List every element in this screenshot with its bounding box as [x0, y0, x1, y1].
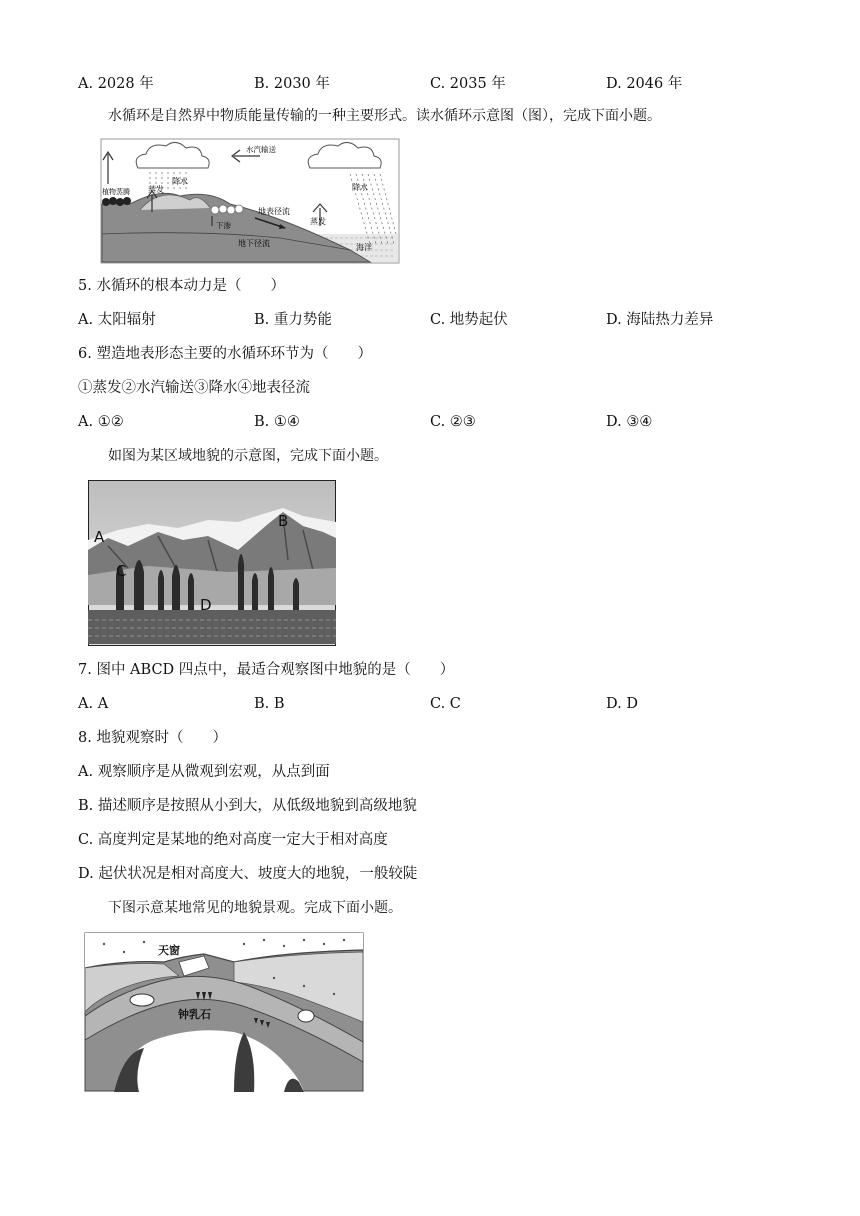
label-evap-left: 蒸发 [148, 185, 164, 194]
label-infiltration: 下渗 [216, 221, 231, 230]
q7-option-d: D. D [606, 696, 638, 712]
label-evap-right: 蒸发 [310, 217, 326, 226]
label-rain-right: 降水 [352, 183, 368, 192]
q5-option-b: B. 重力势能 [254, 312, 332, 328]
label-ground-runoff: 地下径流 [238, 239, 270, 248]
water-cycle-figure [100, 138, 400, 264]
point-b-label: B [278, 512, 289, 530]
label-transpiration: 植物蒸腾 [102, 188, 130, 196]
landform-photo [88, 480, 336, 646]
label-rain-left: 降水 [172, 177, 188, 186]
q6-option-b: B. ①④ [254, 414, 300, 430]
q4-option-a: A. 2028 年 [78, 76, 154, 92]
q6-option-d: D. ③④ [606, 414, 653, 430]
point-a-label: A [94, 528, 105, 546]
landform-intro: 如图为某区域地貌的示意图，完成下面小题。 [108, 448, 388, 464]
q4-option-b: B. 2030 年 [254, 76, 330, 92]
q6-stem: 6. 塑造地表形态主要的水循环环节为（ ） [78, 346, 372, 362]
label-stalactite: 钟乳石 [178, 1008, 211, 1021]
q8-option-d: D. 起伏状况是相对高度大、坡度大的地貌，一般较陡 [78, 866, 418, 882]
point-c-label: C [116, 562, 127, 580]
q7-option-a: A. A [78, 696, 109, 712]
q8-option-b: B. 描述顺序是按照从小到大，从低级地貌到高级地貌 [78, 798, 417, 814]
label-skylight: 天窗 [158, 944, 180, 957]
q7-option-c: C. C [430, 696, 461, 712]
label-vapor: 水汽输送 [246, 145, 276, 154]
point-d-label: D [200, 596, 212, 614]
q6-option-a: A. ①② [78, 414, 124, 430]
q4-option-c: C. 2035 年 [430, 76, 506, 92]
q7-option-b: B. B [254, 696, 285, 712]
label-surface-runoff: 地表径流 [258, 207, 290, 216]
water-cycle-intro: 水循环是自然界中物质能量传输的一种主要形式。读水循环示意图（图），完成下面小题。 [108, 108, 661, 124]
q7-stem: 7. 图中 ABCD 四点中，最适合观察图中地貌的是（ ） [78, 662, 455, 678]
q5-option-d: D. 海陆热力差异 [606, 312, 714, 328]
q6-option-c: C. ②③ [430, 414, 476, 430]
q5-option-c: C. 地势起伏 [430, 312, 508, 328]
cave-intro: 下图示意某地常见的地貌景观。完成下面小题。 [108, 900, 402, 916]
q6-items: ①蒸发②水汽输送③降水④地表径流 [78, 380, 310, 396]
q8-stem: 8. 地貌观察时（ ） [78, 730, 227, 746]
q5-stem: 5. 水循环的根本动力是（ ） [78, 278, 285, 294]
q5-option-a: A. 太阳辐射 [78, 312, 156, 328]
q8-option-c: C. 高度判定是某地的绝对高度一定大于相对高度 [78, 832, 388, 848]
karst-cave-figure [84, 932, 364, 1092]
q8-option-a: A. 观察顺序是从微观到宏观，从点到面 [78, 764, 330, 780]
q4-option-d: D. 2046 年 [606, 76, 683, 92]
label-ocean: 海洋 [356, 243, 372, 252]
